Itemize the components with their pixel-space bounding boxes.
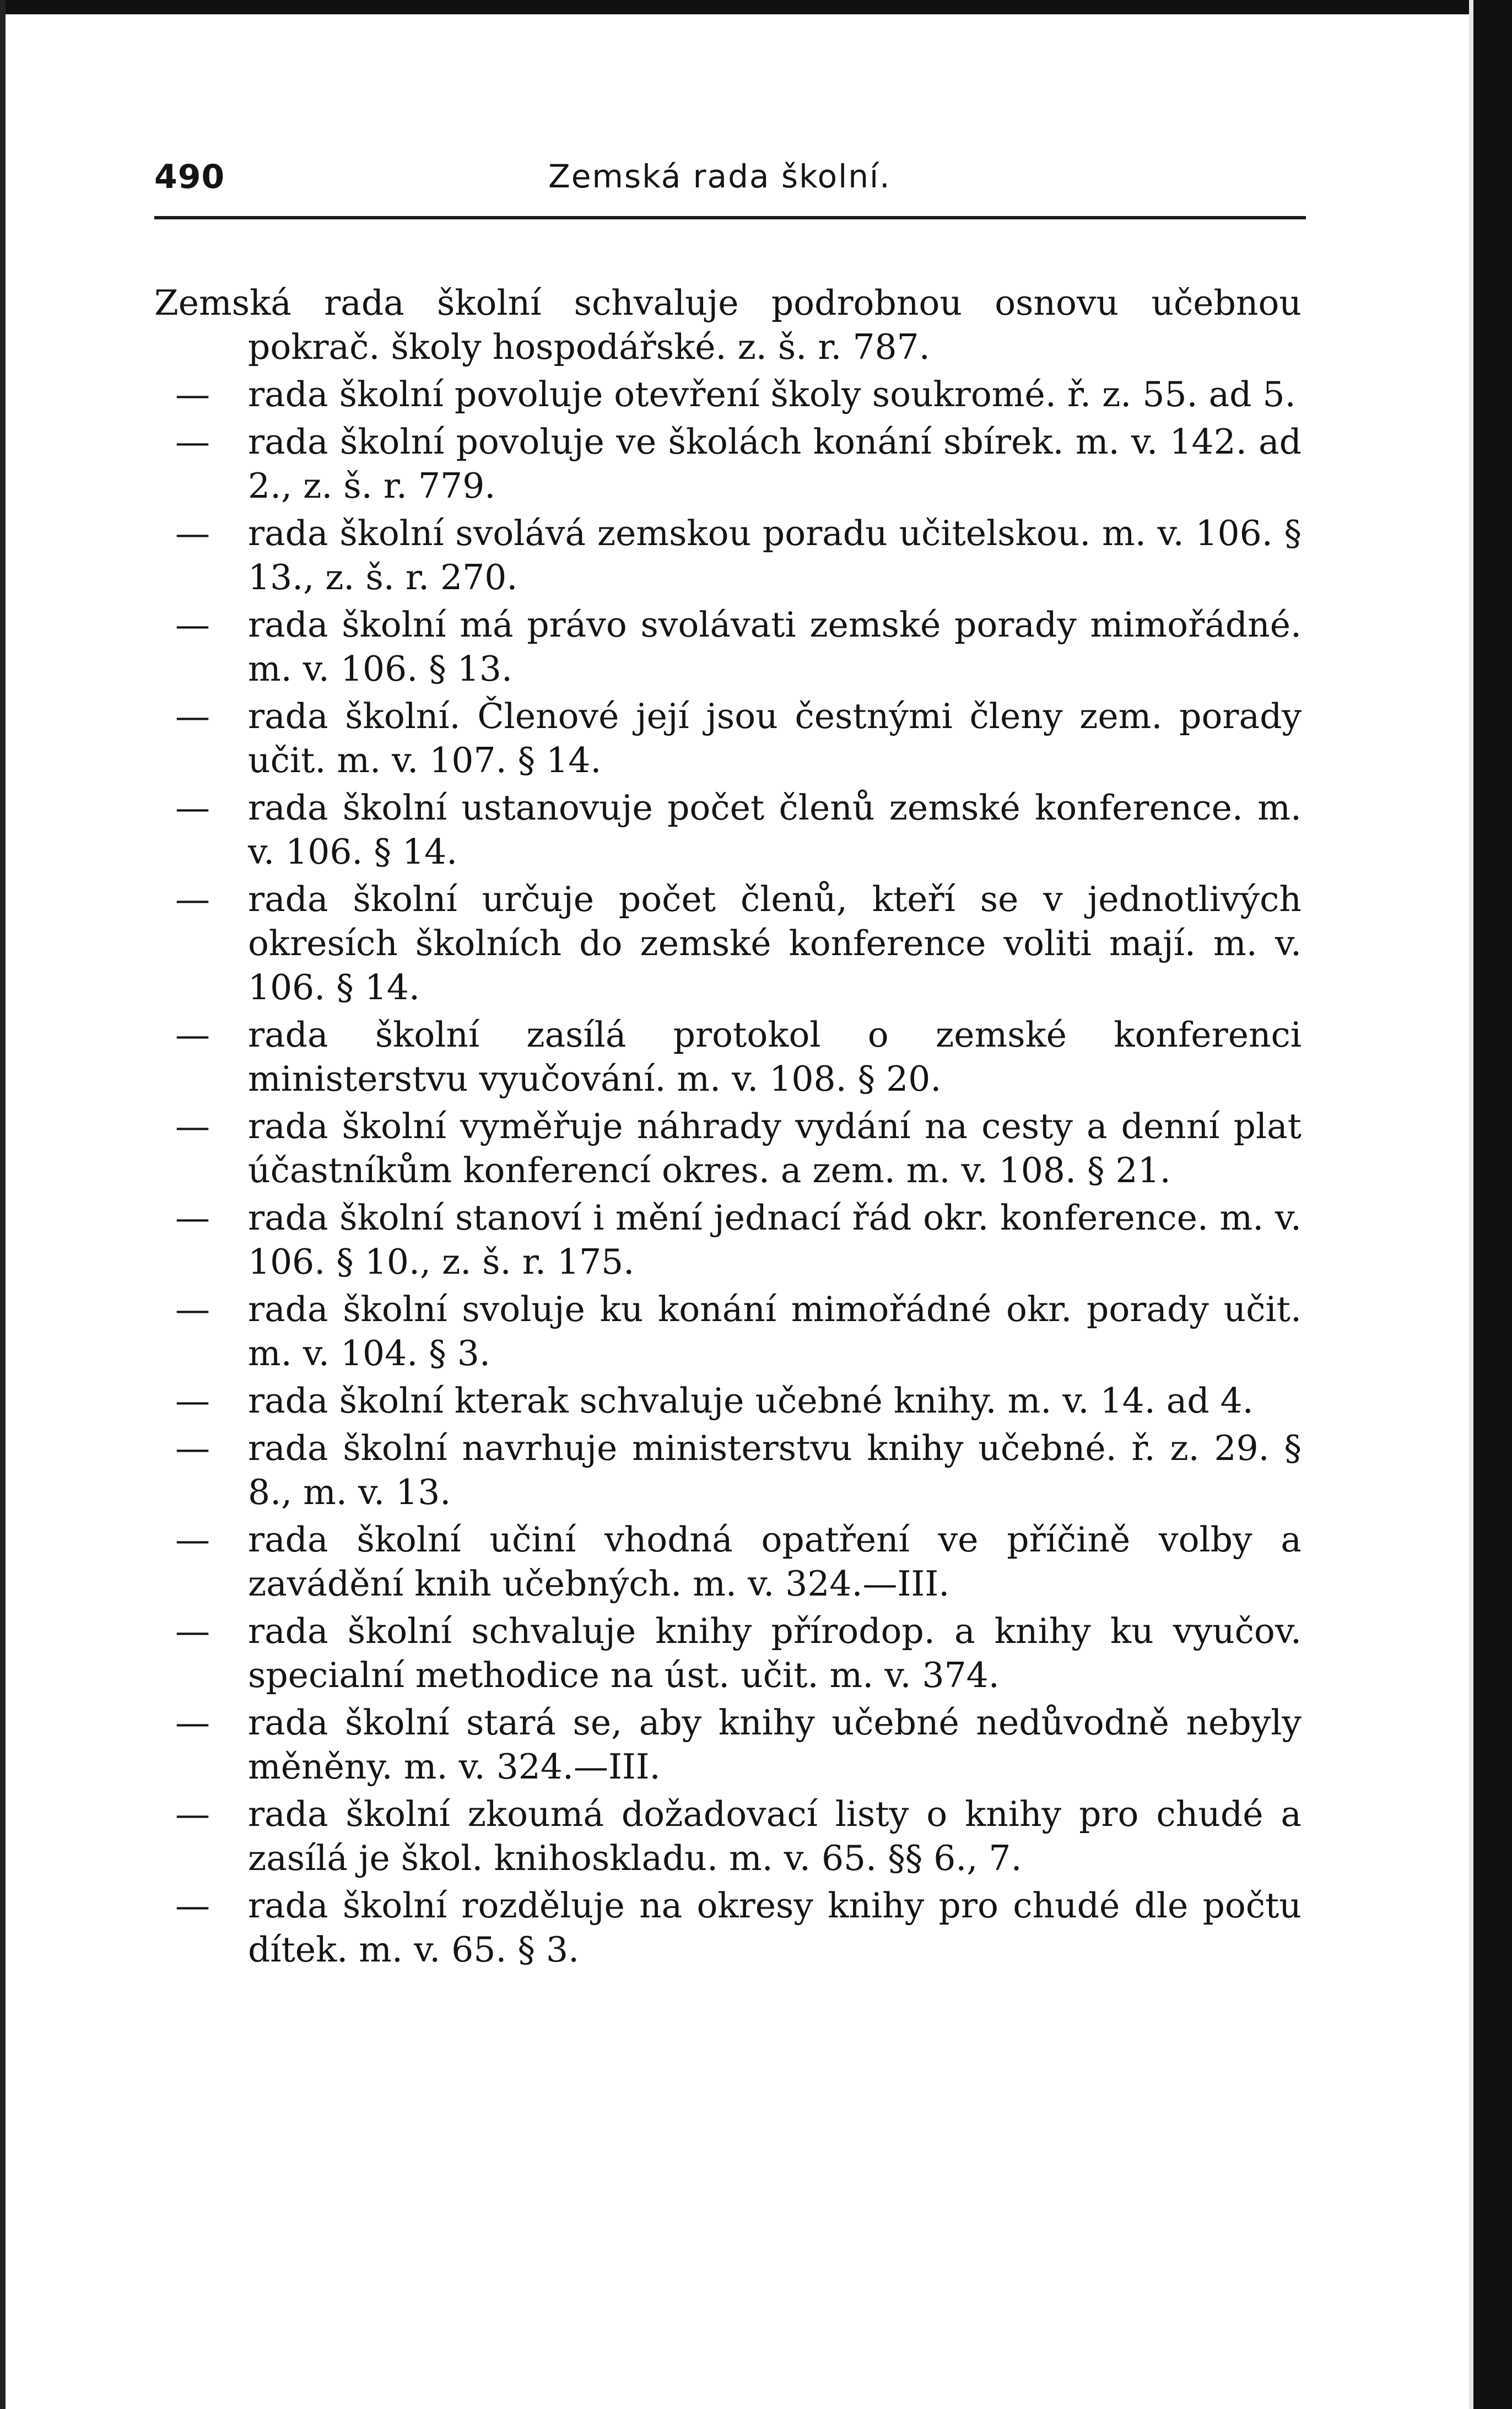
entry-text: Zemská rada školní schvaluje podrobnou osnovu učebnou pokrač. školy hospodářské. z. š. r. 787.	[154, 283, 1302, 367]
entry-text: rada školní schvaluje knihy přírodop. a knihy ku vyučov. specialní methodice na úst. učit. m. v. 374.	[248, 1611, 1302, 1695]
entry-dash: —	[175, 1198, 210, 1238]
index-entry	[175, 1196, 1302, 1284]
entry-dash: —	[175, 1289, 210, 1329]
entry-text: rada školní stanoví i mění jednací řád okr. konference. m. v. 106. § 10., z. š. r. 175.	[248, 1198, 1302, 1282]
entry-dash: —	[175, 605, 210, 645]
index-entry	[175, 1792, 1302, 1880]
scan-border-right	[1473, 0, 1512, 2409]
entry-text: rada školní navrhuje ministerstvu knihy učebné. ř. z. 29. § 8., m. v. 13.	[248, 1428, 1302, 1512]
index-entry	[175, 1701, 1302, 1789]
index-entry	[175, 1013, 1302, 1101]
index-entry	[175, 1884, 1302, 1972]
entry-dash: —	[175, 1885, 210, 1926]
entry-text: rada školní určuje počet členů, kteří se v jednotlivých okresích školních do zemské konference voliti mají. m. v. 106. § 14.	[248, 879, 1302, 1007]
entry-dash: —	[175, 513, 210, 553]
index-entry	[175, 603, 1302, 691]
entry-text: rada školní stará se, aby knihy učebné nedůvodně nebyly měněny. m. v. 324.—III.	[248, 1702, 1302, 1787]
running-head	[154, 154, 1306, 204]
entry-text: rada školní povoluje ve školách konání sbírek. m. v. 142. ad 2., z. š. r. 779.	[248, 422, 1302, 506]
entry-text: rada školní ustanovuje počet členů zemské konference. m. v. 106. § 14.	[248, 788, 1302, 872]
index-entry	[175, 877, 1302, 1010]
index-entries	[154, 281, 1306, 1975]
entry-text: rada školní svoluje ku konání mimořádné okr. porady učit. m. v. 104. § 3.	[248, 1289, 1302, 1373]
entry-text: rada školní zasílá protokol o zemské konferenci ministerstvu vyučování. m. v. 108. § 20.	[248, 1015, 1302, 1099]
entry-dash: —	[175, 1428, 210, 1468]
index-entry	[175, 420, 1302, 508]
entry-dash: —	[175, 374, 210, 414]
index-entry	[175, 1518, 1302, 1606]
scan-border-left	[0, 0, 6, 2409]
index-entry	[175, 1104, 1302, 1193]
entry-dash: —	[175, 1794, 210, 1834]
scan-border-right-inner	[1469, 0, 1473, 2409]
index-entry	[175, 786, 1302, 874]
entry-dash: —	[175, 1015, 210, 1055]
page-number: 490	[154, 158, 225, 196]
entry-dash: —	[175, 788, 210, 828]
entry-text: rada školní povoluje otevření školy soukromé. ř. z. 55. ad 5.	[248, 374, 1296, 414]
entry-dash: —	[175, 696, 210, 736]
index-entry	[175, 694, 1302, 783]
entry-text: rada školní. Členové její jsou čestnými členy zem. porady učit. m. v. 107. § 14.	[248, 696, 1302, 780]
entry-dash: —	[175, 879, 210, 919]
entry-text: rada školní rozděluje na okresy knihy pro chudé dle počtu dítek. m. v. 65. § 3.	[248, 1885, 1302, 1970]
entry-dash: —	[175, 1106, 210, 1146]
index-entry	[175, 1426, 1302, 1515]
entry-dash: —	[175, 1702, 210, 1743]
entry-text: rada školní vyměřuje náhrady vydání na cesty a denní plat účastníkům konferencí okres. a zem. m. v. 108. § 21.	[248, 1106, 1302, 1190]
index-entry	[175, 1379, 1302, 1423]
header-rule	[154, 216, 1306, 219]
scan-border-top	[0, 0, 1512, 14]
index-entry	[175, 1287, 1302, 1376]
index-entry	[175, 373, 1302, 417]
entry-text: rada školní kterak schvaluje učebné knihy. m. v. 14. ad 4.	[248, 1381, 1254, 1421]
entry-dash: —	[175, 422, 210, 462]
index-entry	[175, 511, 1302, 600]
index-entry	[154, 281, 1302, 369]
entry-text: rada školní učiní vhodná opatření ve příčině volby a zavádění knih učebných. m. v. 324.—III.	[248, 1519, 1302, 1604]
entry-dash: —	[175, 1519, 210, 1560]
entry-text: rada školní zkoumá dožadovací listy o knihy pro chudé a zasílá je škol. knihoskladu. m. v. 65. §§ 6., 7.	[248, 1794, 1302, 1878]
entry-dash: —	[175, 1381, 210, 1421]
entry-text: rada školní svolává zemskou poradu učitelskou. m. v. 106. § 13., z. š. r. 270.	[248, 513, 1302, 597]
entry-dash: —	[175, 1611, 210, 1651]
running-title: Zemská rada školní.	[548, 158, 891, 195]
book-page	[154, 154, 1306, 1970]
entry-text: rada školní má právo svolávati zemské porady mimořádné. m. v. 106. § 13.	[248, 605, 1302, 689]
index-entry	[175, 1609, 1302, 1697]
